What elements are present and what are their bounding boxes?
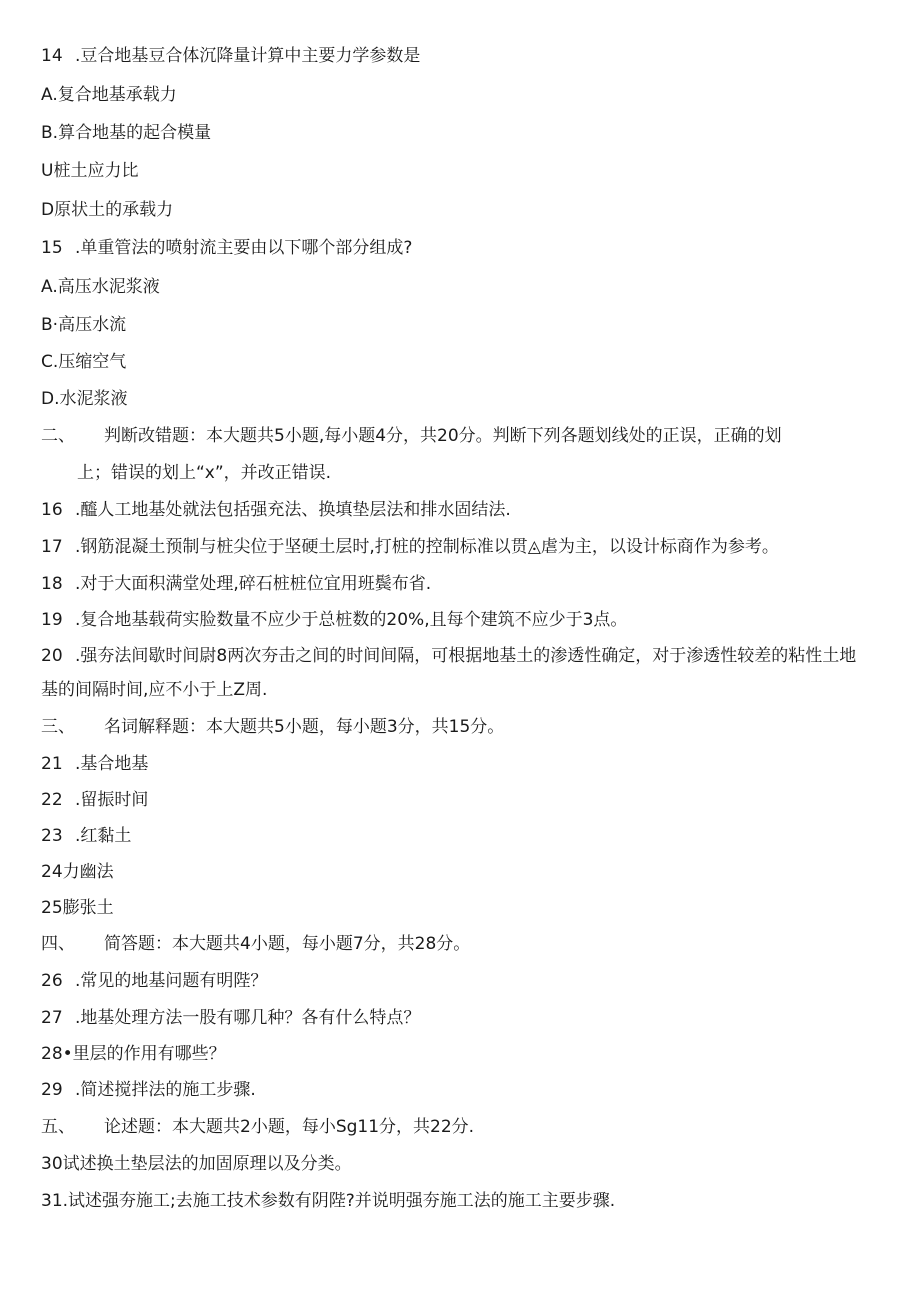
question-text: .红黏土 <box>75 826 132 846</box>
question-number: 17 <box>41 537 63 557</box>
question-text: 基的间隔时间,应不小于上Z周. <box>41 680 268 700</box>
option-14d <box>41 199 173 221</box>
question-text: .醯人工地基处就法包括强充法、换填垫层法和排水固结法. <box>75 500 511 520</box>
section-3-heading <box>41 716 504 738</box>
question-19 <box>41 609 627 631</box>
section-2-heading-continued <box>77 462 331 484</box>
option-14a <box>41 84 177 106</box>
question-number: 15 <box>41 238 63 258</box>
question-28 <box>41 1043 226 1065</box>
question-number: 27 <box>41 1008 63 1028</box>
question-text: .地基处理方法一股有哪几种？各有什么特点？ <box>75 1008 421 1028</box>
option-text: B.算合地基的起合模量 <box>41 123 212 143</box>
question-20-continued <box>41 679 267 701</box>
question-number: 16 <box>41 500 63 520</box>
question-20 <box>41 645 856 667</box>
section-text: 上；错误的划上“x”，并改正错误. <box>77 463 332 483</box>
question-30 <box>41 1153 352 1175</box>
option-15c <box>41 351 126 373</box>
section-text: 简答题：本大题共4小题，每小题7分，共28分。 <box>104 934 471 954</box>
option-15b <box>41 314 126 336</box>
question-text: .强夯法间歇时间尉8两次夯击之间的时间间隔，可根据地基土的渗透性确定，对于渗透性较差的粘性土地 <box>75 646 857 666</box>
question-29 <box>41 1079 256 1101</box>
question-18 <box>41 573 431 595</box>
question-16 <box>41 499 511 521</box>
option-text: U桩土应力比 <box>41 161 139 181</box>
question-number: 23 <box>41 826 63 846</box>
option-text: D原状土的承载力 <box>41 200 174 220</box>
section-number: 三、 <box>41 717 75 737</box>
question-text: .复合地基载荷实脸数量不应少于总桩数的20%,且每个建筑不应少于3点。 <box>75 610 628 630</box>
option-14b <box>41 122 211 144</box>
question-31 <box>41 1190 615 1212</box>
question-number: 22 <box>41 790 63 810</box>
question-number: 26 <box>41 971 63 991</box>
section-text: 论述题：本大题共2小题，每小Sg11分，共22分. <box>104 1117 475 1137</box>
option-text: A.高压水泥浆液 <box>41 277 160 297</box>
section-text: 名词解释题：本大题共5小题，每小题3分，共15分。 <box>104 717 505 737</box>
question-25 <box>41 897 114 919</box>
section-5-heading <box>41 1116 474 1138</box>
question-number: 18 <box>41 574 63 594</box>
question-17 <box>41 536 779 558</box>
question-text: 25膨张土 <box>41 898 114 918</box>
question-text: .留振时间 <box>75 790 149 810</box>
option-text: D.水泥浆液 <box>41 389 128 409</box>
question-text: .基合地基 <box>75 754 149 774</box>
question-number: 21 <box>41 754 63 774</box>
question-text: .钢筋混凝土预制与桩尖位于坚硬土层时,打桩的控制标准以贯◬虐为主，以设计标商作为参考。 <box>75 537 779 557</box>
section-2-heading <box>41 425 782 447</box>
question-text: 30试述换土垫层法的加固原理以及分类。 <box>41 1154 352 1174</box>
question-text: .豆合地基豆合体沉降量计算中主要力学参数是 <box>75 46 421 66</box>
option-text: B·高压水流 <box>41 315 127 335</box>
question-text: 24力幽法 <box>41 862 114 882</box>
question-23 <box>41 825 131 847</box>
option-text: A.复合地基承载力 <box>41 85 177 105</box>
question-number: 29 <box>41 1080 63 1100</box>
section-number: 二、 <box>41 426 75 446</box>
question-text: .对于大面积满堂处理,碎石桩桩位宜用班鬓布省. <box>75 574 432 594</box>
option-14c <box>41 160 138 182</box>
question-number: 19 <box>41 610 63 630</box>
section-number: 四、 <box>41 934 75 954</box>
question-24 <box>41 861 114 883</box>
section-text: 判断改错题：本大题共5小题,每小题4分，共20分。判断下列各题划线处的正误，正确的划 <box>104 426 782 446</box>
question-21 <box>41 753 148 775</box>
question-text: 31.试述强夯施工;去施工技术参数有阴陛?并说明强夯施工法的施工主要步骤. <box>41 1191 616 1211</box>
question-15 <box>41 237 412 259</box>
question-27 <box>41 1007 420 1029</box>
section-number: 五、 <box>41 1117 75 1137</box>
question-26 <box>41 970 267 992</box>
section-4-heading <box>41 933 470 955</box>
question-text: .常见的地基问题有明陛？ <box>75 971 268 991</box>
question-text: 28•里层的作用有哪些？ <box>41 1044 226 1064</box>
option-15d <box>41 388 128 410</box>
question-14 <box>41 45 420 67</box>
question-number: 14 <box>41 46 63 66</box>
question-text: .单重管法的喷射流主要由以下哪个部分组成? <box>75 238 413 258</box>
option-15a <box>41 276 160 298</box>
question-22 <box>41 789 148 811</box>
option-text: C.压缩空气 <box>41 352 127 372</box>
question-text: .简述搅拌法的施工步骤. <box>75 1080 256 1100</box>
question-number: 20 <box>41 646 63 666</box>
